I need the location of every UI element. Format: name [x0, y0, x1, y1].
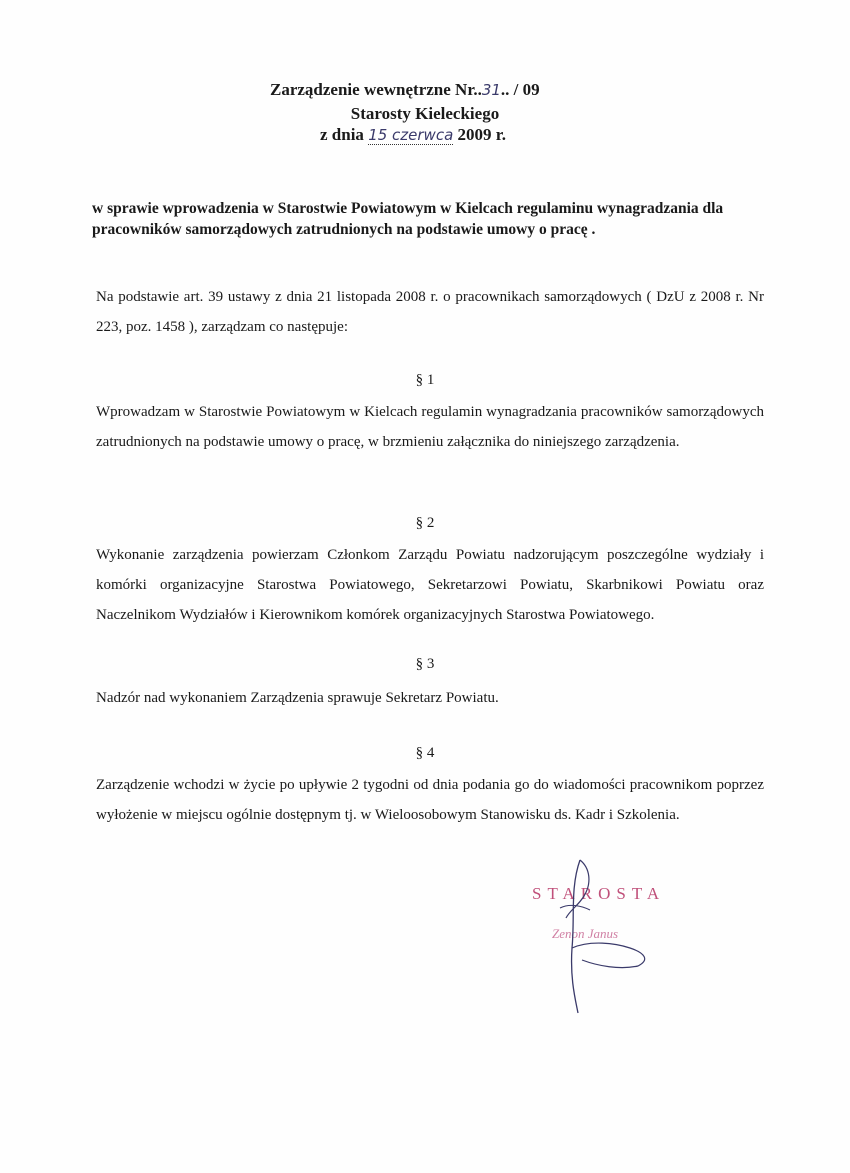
section-2-text: Wykonanie zarządzenia powierzam Członkom Zarządu Powiatu nadzorującym poszczególne wydziały i komórki organizacyjne Starostwa Powiatowego, Sekretarzowi Powiatu, Skarbnikowi Powiatu oraz Naczelnikom Wydziałów i Kierownikom komórek organizacyjnych Starostwa Powiatowego. [96, 547, 764, 623]
issuer-line: Starosty Kieleckiego [350, 104, 500, 123]
order-title: Zarządzenie wewnętrzne Nr [270, 80, 474, 99]
handwritten-signature [520, 848, 720, 1018]
order-year: / 09 [509, 80, 540, 99]
order-number-line [270, 78, 600, 102]
stamp-title: STAROSTA [532, 884, 666, 903]
section-4-mark: § 4 [415, 745, 435, 761]
dots-a: .. [473, 80, 482, 99]
handwritten-date: 15 czerwca [368, 126, 454, 144]
section-4-text: Zarządzenie wchodzi w życie po upływie 2 tygodni od dnia podania go do wiadomości pracownikom poprzez wyłożenie w miejscu ogólnie dostępnym tj. w Wieloosobowym Stanowisku ds. Kadr i Szkolenia. [96, 777, 764, 823]
legal-basis-paragraph: Na podstawie art. 39 ustawy z dnia 21 listopada 2008 r. o pracownikach samorządowych ( DzU z 2008 r. Nr 223, poz. 1458 ), zarządzam co następuje: [96, 289, 764, 335]
subject-paragraph: w sprawie wprowadzenia w Starostwie Powiatowym w Kielcach regulaminu wynagradzania dla pracowników samorządowych zatrudnionych na podstawie umowy o pracę . [92, 200, 724, 238]
section-2-mark: § 2 [415, 515, 435, 531]
section-3-text: Nadzór nad wykonaniem Zarządzenia sprawuje Sekretarz Powiatu. [96, 690, 499, 706]
date-line [320, 123, 620, 147]
handwritten-number: 31 [481, 81, 501, 99]
section-1-text: Wprowadzam w Starostwie Powiatowym w Kielcach regulamin wynagradzania pracowników samorządowych zatrudnionych na podstawie umowy o pracę, w brzmieniu załącznika do niniejszego zarządzenia. [96, 404, 764, 450]
section-3-mark: § 3 [415, 656, 435, 672]
date-prefix: z dnia [320, 125, 369, 144]
section-1-mark: § 1 [415, 372, 435, 388]
stamp-name: Zenon Janus [552, 926, 619, 941]
dots-b: .. [500, 80, 510, 99]
date-suffix: 2009 r. [453, 125, 507, 144]
